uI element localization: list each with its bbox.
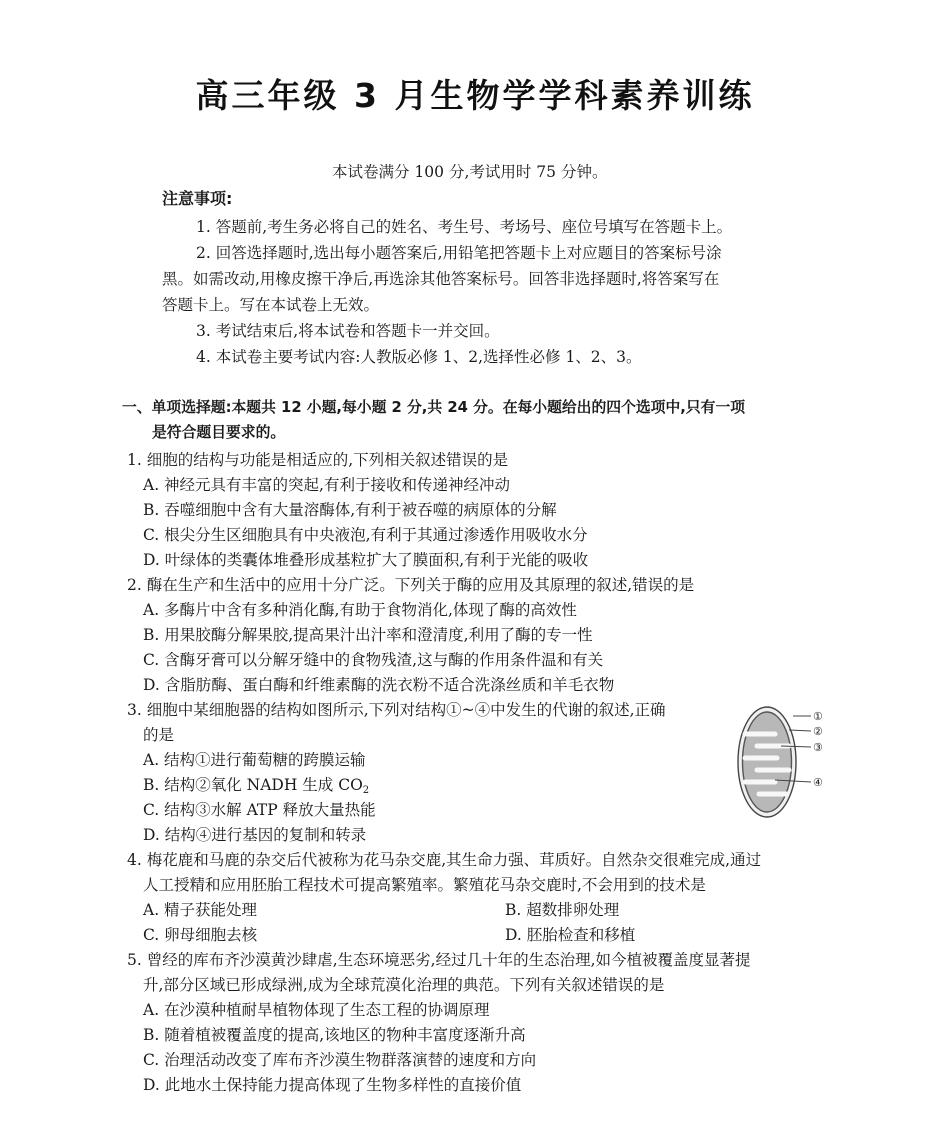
figure-label-2: ② xyxy=(813,725,823,738)
q2-option-d: D. 含脂肪酶、蛋白酶和纤维素酶的洗衣粉不适合洗涤丝质和羊毛衣物 xyxy=(143,676,615,694)
q5-option-d: D. 此地水土保持能力提高体现了生物多样性的直接价值 xyxy=(143,1076,522,1094)
figure-label-1: ① xyxy=(813,710,823,723)
mitochondrion-figure xyxy=(735,702,835,820)
q3-option-b-subscript: 2 xyxy=(362,785,370,796)
q3-option-a: A. 结构①进行葡萄糖的跨膜运输 xyxy=(143,751,366,769)
q1-option-d: D. 叶绿体的类囊体堆叠形成基粒扩大了膜面积,有利于光能的吸收 xyxy=(143,551,589,569)
notice-heading: 注意事项: xyxy=(162,189,233,208)
q5-stem-line-1: 5. 曾经的库布齐沙漠黄沙肆虐,生态环境恶劣,经过几十年的生态治理,如今植被覆盖度显著提 xyxy=(127,951,751,969)
q5-option-c: C. 治理活动改变了库布齐沙漠生物群落演替的速度和方向 xyxy=(143,1051,537,1069)
q4-stem-line-1: 4. 梅花鹿和马鹿的杂交后代被称为花马杂交鹿,其生命力强、茸质好。自然杂交很难完成,通过 xyxy=(127,851,762,869)
section-1-heading-line-1: 一、单项选择题:本题共 12 小题,每小题 2 分,共 24 分。在每小题给出的四个选项中,只有一项 xyxy=(122,399,746,416)
notice-item-2-line-1: 2. 回答选择题时,选出每小题答案后,用铅笔把答题卡上对应题目的答案标号涂 xyxy=(196,244,722,262)
q5-option-a: A. 在沙漠种植耐旱植物体现了生态工程的协调原理 xyxy=(143,1001,490,1019)
q1-option-b: B. 吞噬细胞中含有大量溶酶体,有利于被吞噬的病原体的分解 xyxy=(143,501,557,519)
q4-option-b: B. 超数排卵处理 xyxy=(505,901,620,919)
exam-intro: 本试卷满分 100 分,考试用时 75 分钟。 xyxy=(332,163,608,181)
q4-option-a: A. 精子获能处理 xyxy=(143,901,258,919)
notice-item-3: 3. 考试结束后,将本试卷和答题卡一并交回。 xyxy=(196,322,500,340)
figure-label-3: ③ xyxy=(813,741,823,754)
section-1-heading-line-2: 是符合题目要求的。 xyxy=(152,424,286,441)
q3-option-d: D. 结构④进行基因的复制和转录 xyxy=(143,826,367,844)
q1-option-c: C. 根尖分生区细胞具有中央液泡,有利于其通过渗透作用吸收水分 xyxy=(143,526,588,544)
q2-option-c: C. 含酶牙膏可以分解牙缝中的食物残渣,这与酶的作用条件温和有关 xyxy=(143,651,604,669)
q5-option-b: B. 随着植被覆盖度的提高,该地区的物种丰富度逐渐升高 xyxy=(143,1026,526,1044)
q5-stem-line-2: 升,部分区域已形成绿洲,成为全球荒漠化治理的典范。下列有关叙述错误的是 xyxy=(143,976,665,994)
q2-stem: 2. 酶在生产和生活中的应用十分广泛。下列关于酶的应用及其原理的叙述,错误的是 xyxy=(127,576,695,594)
q2-option-b: B. 用果胶酶分解果胶,提高果汁出汁率和澄清度,利用了酶的专一性 xyxy=(143,626,593,644)
notice-item-2-line-2: 黑。如需改动,用橡皮擦干净后,再选涂其他答案标号。回答非选择题时,将答案写在 xyxy=(162,270,720,288)
q3-option-c: C. 结构③水解 ATP 释放大量热能 xyxy=(143,801,376,819)
q4-stem-line-2: 人工授精和应用胚胎工程技术可提高繁殖率。繁殖花马杂交鹿时,不会用到的技术是 xyxy=(143,876,706,894)
exam-title: 高三年级 3 月生物学学科素养训练 xyxy=(195,76,755,115)
q4-option-c: C. 卵母细胞去核 xyxy=(143,926,258,944)
label-2-leader xyxy=(789,730,811,731)
q3-stem-line-2: 的是 xyxy=(143,726,175,744)
q3-option-b xyxy=(143,775,369,801)
q4-option-d: D. 胚胎检查和移植 xyxy=(505,926,636,944)
inner-membrane xyxy=(743,712,792,812)
q2-option-a: A. 多酶片中含有多种消化酶,有助于食物消化,体现了酶的高效性 xyxy=(143,601,577,619)
q1-option-a: A. 神经元具有丰富的突起,有利于接收和传递神经冲动 xyxy=(143,476,510,494)
q1-stem: 1. 细胞的结构与功能是相适应的,下列相关叙述错误的是 xyxy=(127,451,509,469)
notice-item-1: 1. 答题前,考生务必将自己的姓名、考生号、考场号、座位号填写在答题卡上。 xyxy=(196,218,733,236)
notice-item-2-line-3: 答题卡上。写在本试卷上无效。 xyxy=(162,296,380,314)
q3-option-b-text: B. 结构②氧化 NADH 生成 CO xyxy=(143,776,363,794)
notice-item-4: 4. 本试卷主要考试内容:人教版必修 1、2,选择性必修 1、2、3。 xyxy=(196,348,642,366)
figure-label-4: ④ xyxy=(813,776,823,789)
q3-stem-line-1: 3. 细胞中某细胞器的结构如图所示,下列对结构①~④中发生的代谢的叙述,正确 xyxy=(127,701,666,719)
